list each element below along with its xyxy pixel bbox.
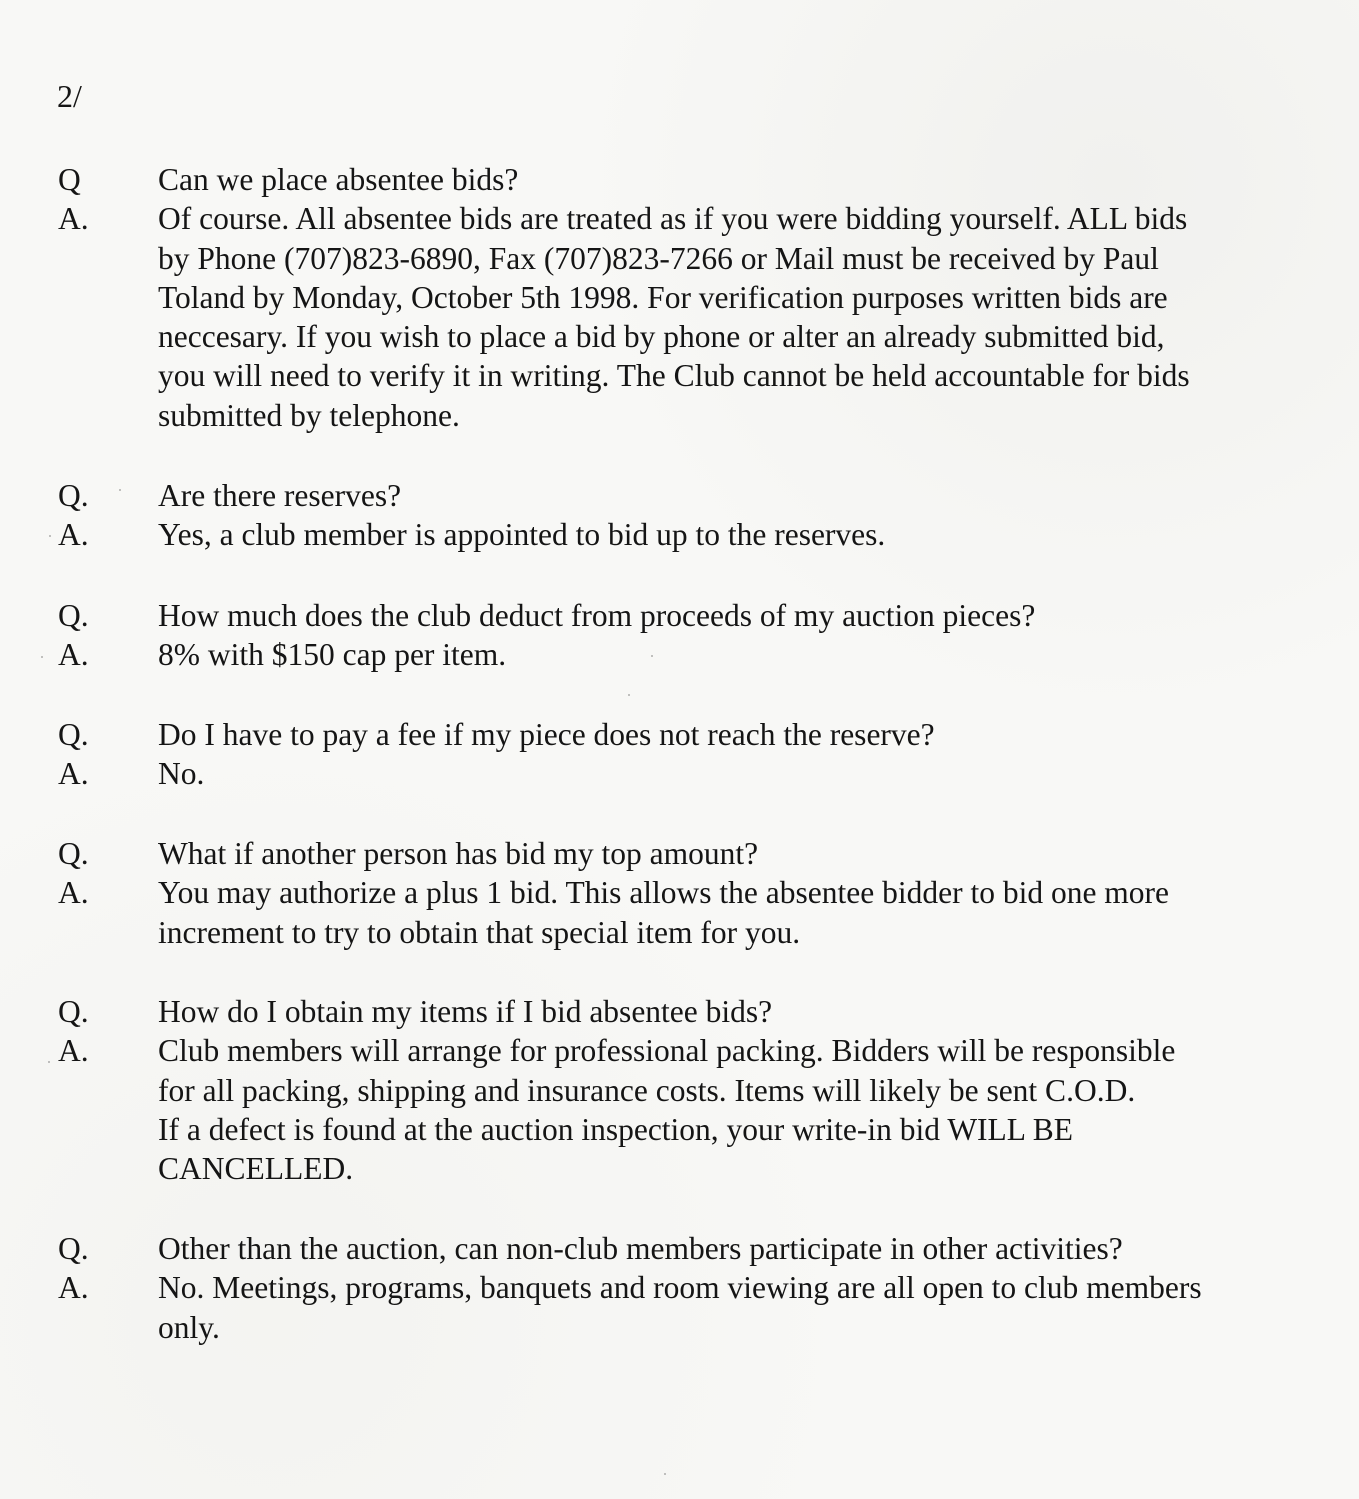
- answer-line: for all packing, shipping and insurance costs. Items will likely be sent C.O.D.: [158, 1072, 1136, 1108]
- answer-marker: A.: [58, 201, 89, 237]
- answer-text: [158, 1031, 1268, 1188]
- question-marker: Q.: [58, 717, 89, 752]
- qa-entry-obtain-items: [58, 992, 1278, 1188]
- answer-line: increment to try to obtain that special item for you.: [158, 914, 801, 950]
- question-text: Are there reserves?: [158, 478, 402, 513]
- scan-speck: [48, 1061, 50, 1063]
- answer-row: [58, 635, 1278, 674]
- answer-marker: A.: [58, 756, 89, 792]
- answer-row: [58, 754, 1278, 793]
- question-marker: Q.: [58, 1231, 89, 1266]
- answer-marker: A.: [58, 1270, 89, 1306]
- question-text: Do I have to pay a fee if my piece does not reach the reserve?: [158, 717, 935, 752]
- answer-line: by Phone (707)823-6890, Fax (707)823-7266 or Mail must be received by Paul: [158, 240, 1159, 276]
- answer-line: Toland by Monday, October 5th 1998. For verification purposes written bids are: [158, 279, 1168, 315]
- answer-marker: A.: [58, 875, 89, 911]
- question-marker: Q.: [58, 598, 89, 633]
- question-row: [58, 834, 1278, 873]
- answer-line: 8% with $150 cap per item.: [158, 637, 507, 673]
- scan-speck: [41, 656, 43, 658]
- question-marker: Q.: [58, 836, 89, 871]
- answer-line: Yes, a club member is appointed to bid up to the reserves.: [158, 517, 886, 553]
- answer-line: Club members will arrange for professional packing. Bidders will be responsible: [158, 1033, 1176, 1069]
- page-number: 2/: [57, 78, 82, 114]
- qa-entry-non-club-members: [58, 1229, 1278, 1347]
- qa-entry-top-amount: [58, 834, 1278, 952]
- question-text: How much does the club deduct from proceeds of my auction pieces?: [158, 598, 1036, 633]
- scan-speck: [651, 655, 653, 657]
- question-row: [58, 992, 1278, 1031]
- answer-marker: A.: [58, 1033, 89, 1069]
- answer-line: No. Meetings, programs, banquets and room viewing are all open to club members: [158, 1270, 1202, 1306]
- qa-entry-absentee-bids: [58, 160, 1278, 435]
- question-text: What if another person has bid my top amount?: [158, 836, 759, 871]
- qa-entry-reserve-fee: [58, 715, 1278, 794]
- answer-row: [58, 873, 1278, 952]
- answer-line: neccesary. If you wish to place a bid by phone or alter an already submitted bid,: [158, 319, 1165, 355]
- answer-line: submitted by telephone.: [158, 397, 460, 433]
- question-text: Other than the auction, can non-club members participate in other activities?: [158, 1231, 1123, 1266]
- question-text: Can we place absentee bids?: [158, 162, 519, 197]
- answer-line: CANCELLED.: [158, 1151, 354, 1187]
- answer-line: only.: [158, 1309, 220, 1345]
- answer-row: [58, 515, 1278, 554]
- answer-text: [158, 1268, 1268, 1347]
- answer-row: [58, 1268, 1278, 1347]
- scan-speck: [119, 489, 121, 491]
- answer-marker: A.: [58, 637, 89, 673]
- question-marker: Q.: [58, 994, 89, 1029]
- answer-row: [58, 199, 1278, 435]
- qa-entry-deduction: [58, 596, 1278, 675]
- question-row: [58, 715, 1278, 754]
- answer-text: [158, 199, 1268, 435]
- answer-line: you will need to verify it in writing. The Club cannot be held accountable for bids: [158, 358, 1190, 394]
- question-row: [58, 160, 1278, 199]
- question-text: How do I obtain my items if I bid absentee bids?: [158, 994, 773, 1029]
- answer-text: [158, 635, 1268, 674]
- answer-text: [158, 873, 1268, 952]
- answer-marker: A.: [58, 517, 89, 553]
- question-row: [58, 596, 1278, 635]
- qa-entry-reserves: [58, 476, 1278, 555]
- question-row: [58, 1229, 1278, 1268]
- answer-row: [58, 1031, 1278, 1188]
- scan-speck: [49, 535, 51, 537]
- answer-line: Of course. All absentee bids are treated as if you were bidding yourself. ALL bids: [158, 201, 1188, 237]
- answer-line: No.: [158, 756, 205, 792]
- scan-speck: [628, 694, 630, 696]
- answer-line: If a defect is found at the auction inspection, your write-in bid WILL BE: [158, 1111, 1073, 1147]
- answer-line: You may authorize a plus 1 bid. This allows the absentee bidder to bid one more: [158, 875, 1170, 911]
- question-marker: Q: [58, 162, 81, 197]
- question-row: [58, 476, 1278, 515]
- scan-speck: [664, 1473, 666, 1475]
- question-marker: Q.: [58, 478, 89, 513]
- answer-text: [158, 515, 1268, 554]
- answer-text: [158, 754, 1268, 793]
